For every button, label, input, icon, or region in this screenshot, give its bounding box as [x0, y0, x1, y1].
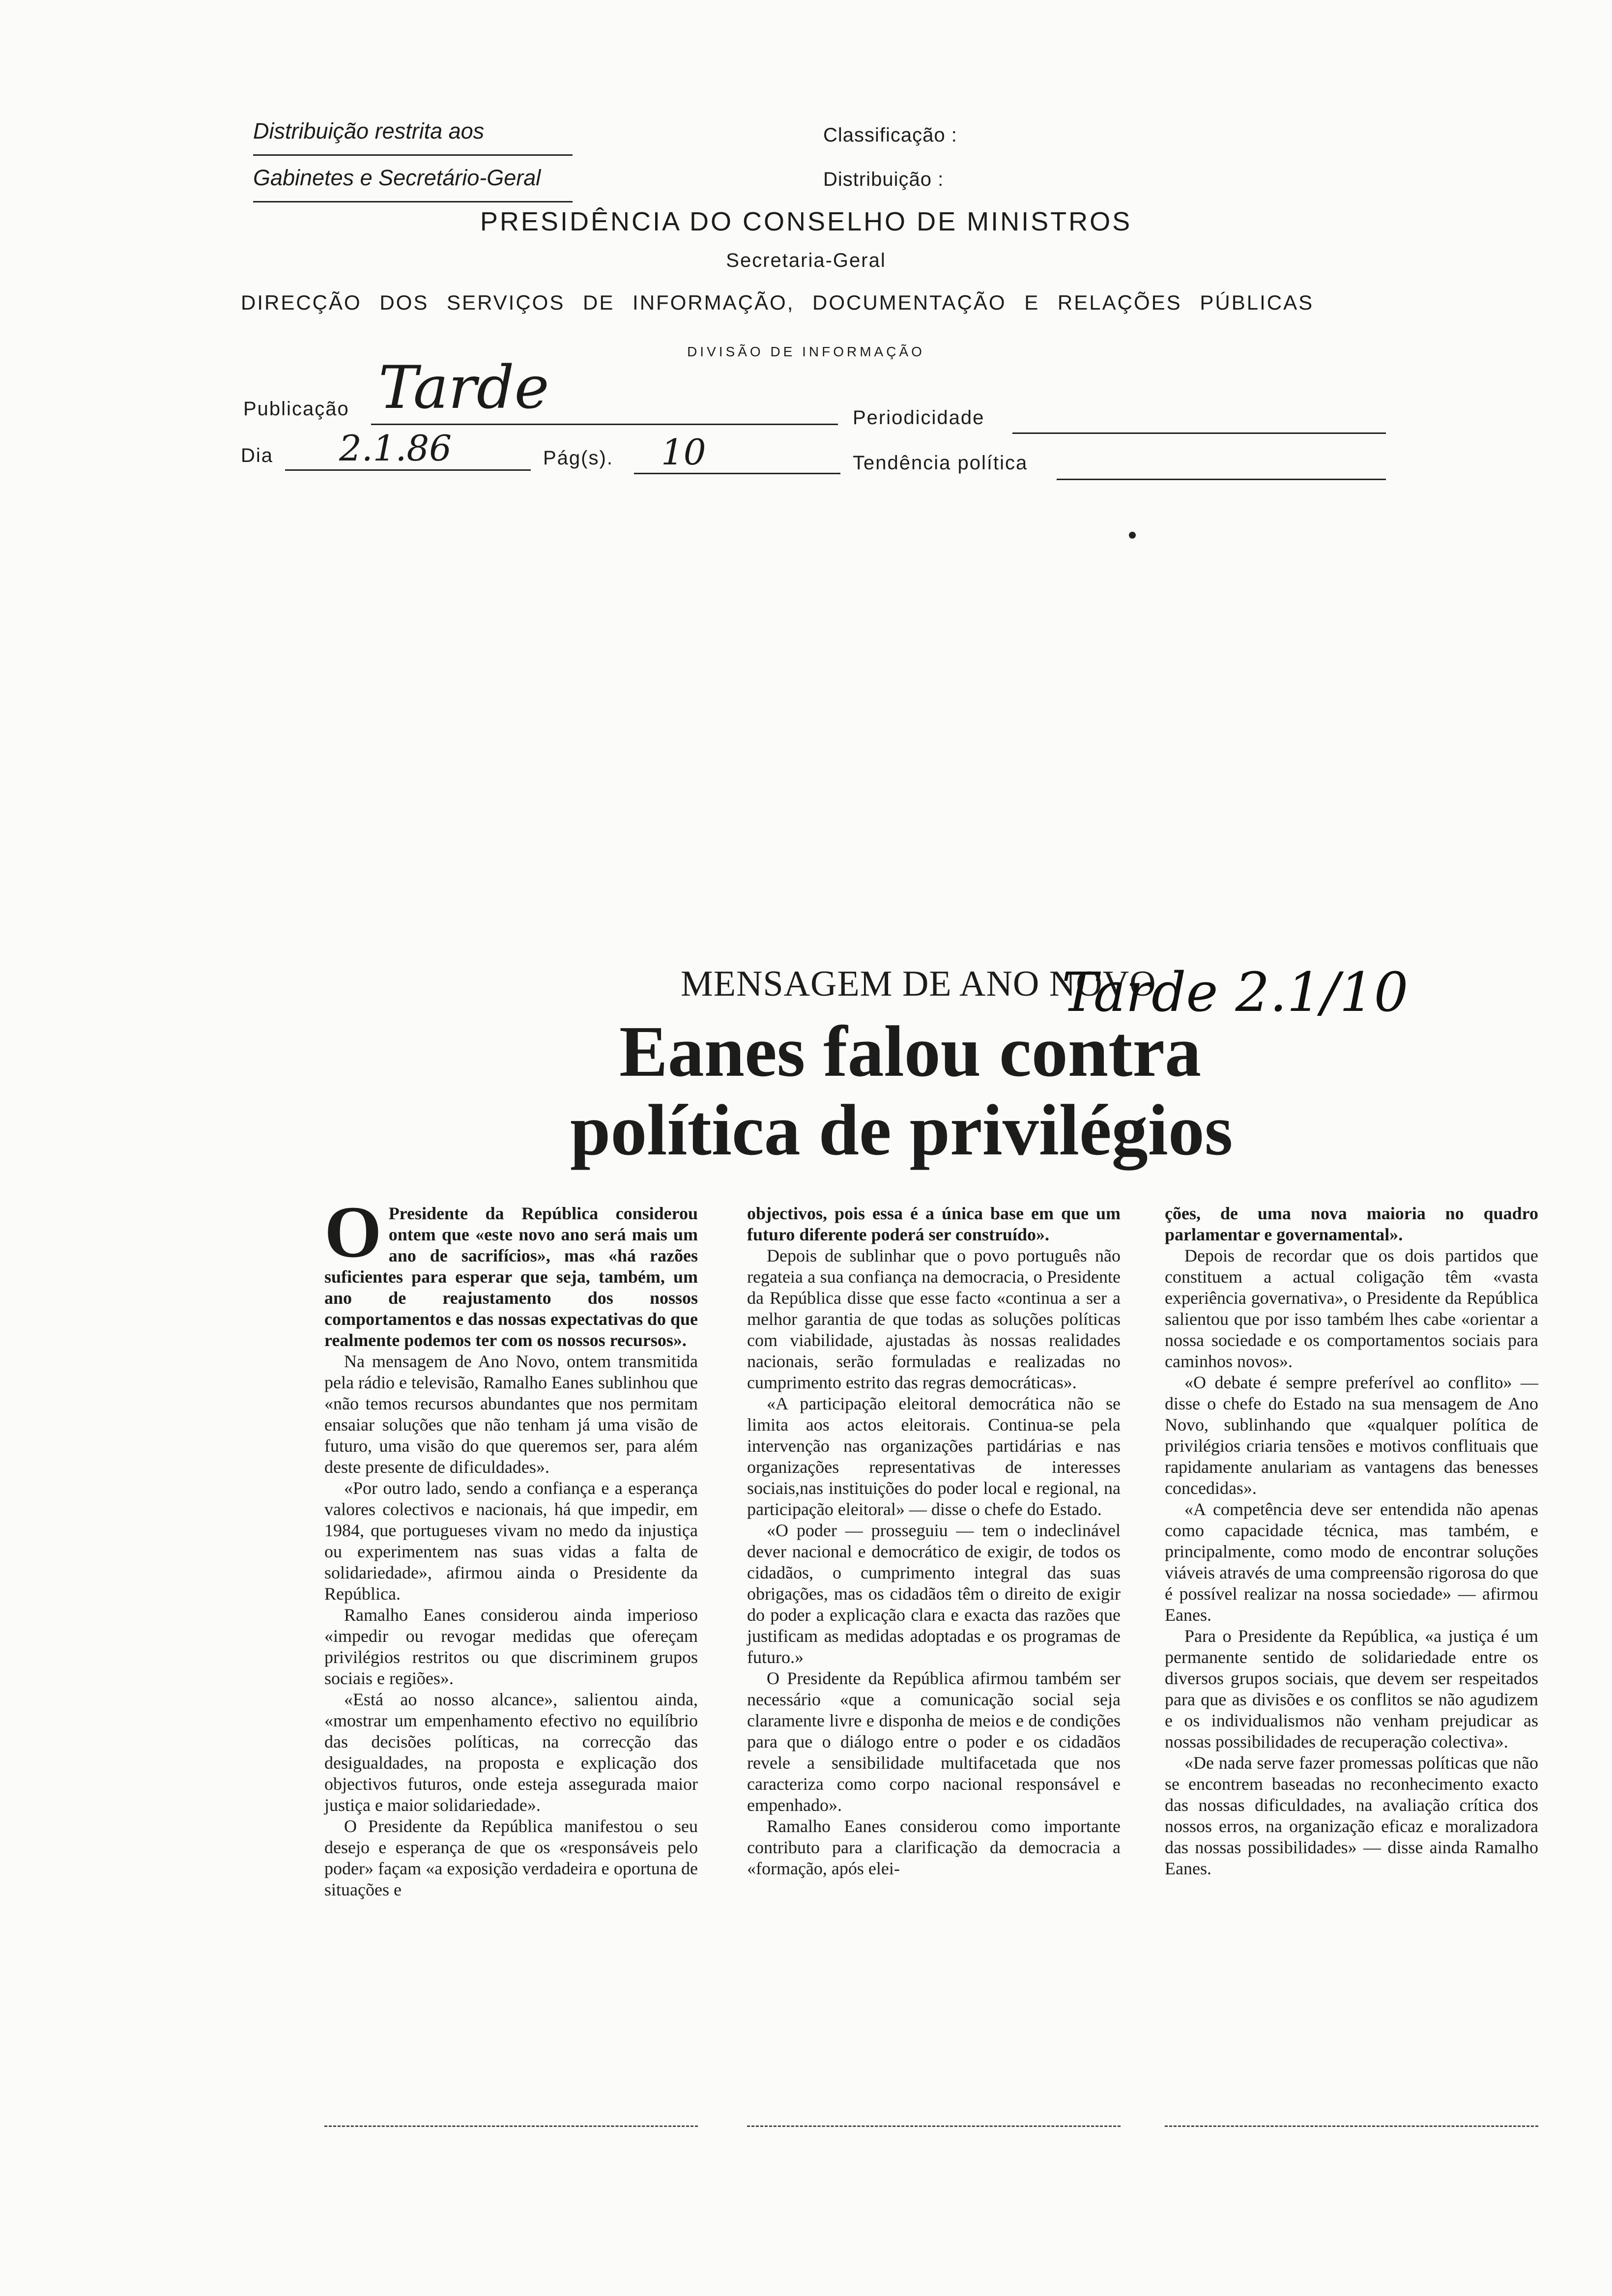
article-body [324, 1191, 1538, 2117]
tendencia-label: Tendência política [853, 452, 1028, 474]
periodicidade-underline [1012, 432, 1386, 434]
paragraph: «Está ao nosso alcance», salientou ainda, «mostrar um empenhamento efectivo no equilíbrio das decisões políticas, na correcção das desigualdades, na proposta e explicação dos objectivos futuros, onde esteja assegurada maior justiça e maior solidariedade». [324, 1690, 698, 1815]
paragraph: «A participação eleitoral democrática não se limita aos actos eleitorais. Continua-se pela intervenção nas organizações partidárias e nas organizações representativas de interesses sociais,nas instituições do poder local e regional, na participação eleitoral» — disse o chefe do Estado. [747, 1394, 1121, 1519]
paragraph: ções, de uma nova maioria no quadro parlamentar e governamental». [1165, 1204, 1538, 1244]
paragraph: «A competência deve ser entendida não apenas como capacidade técnica, mas também, e principalmente, como modo de encontrar soluções viáveis através de uma compreensão rigorosa do que é possível realizar na nossa sociedade» — afirmou Eanes. [1165, 1499, 1538, 1625]
pags-label: Pág(s). [543, 447, 613, 469]
paragraph: Ramalho Eanes considerou ainda imperioso «impedir ou revogar medidas que ofereçam privilégios restritos ou que discriminem grupos sociais e regiões». [324, 1605, 698, 1688]
tendencia-underline [1057, 479, 1386, 480]
publicacao-underline [371, 424, 838, 425]
article-column-2 [747, 1203, 1121, 1879]
periodicidade-label: Periodicidade [853, 407, 985, 429]
paragraph: O Presidente da República afirmou também ser necessário «que a comunicação social seja claramente livre e disponha de meios e de condições para que o diálogo entre o poder e os cidadãos revele a sensibilidade multifacetada que nos caracteriza como corpo nacional responsável e empenhado». [747, 1668, 1121, 1815]
pags-underline [634, 473, 840, 474]
institution-title: PRESIDÊNCIA DO CONSELHO DE MINISTROS [480, 207, 1132, 236]
column-end-rule-1 [324, 2125, 698, 2127]
publicacao-handwritten: Tarde [378, 354, 549, 422]
article-headline [570, 1012, 1356, 1170]
headline-line-1: Eanes falou contra [619, 1011, 1201, 1092]
paragraph: Depois de sublinhar que o povo português não regateia a sua confiança na democracia, o Presidente da República disse que esse facto «continua a ser a melhor garantia de que todas as soluções políticas com viabilidade, ajustadas às nossas realidades nacionais, serão formuladas e realizadas no cumprimento estrito das regras democráticas». [747, 1246, 1121, 1392]
paragraph: Depois de recordar que os dois partidos que constituem a actual coligação têm «vasta experiência governativa», o Presidente da República salientou que por isso também lhes cabe «orientar a nossa sociedade e os comportamentos sociais para caminhos novos». [1165, 1246, 1538, 1371]
divisao-line: DIVISÃO DE INFORMAÇÃO [687, 344, 925, 359]
paragraph: Na mensagem de Ano Novo, ontem transmitida pela rádio e televisão, Ramalho Eanes sublinhou que «não temos recursos abundantes que nos permitam ensaiar soluções que não tenham já uma visão de futuro, uma visão do que queremos ser, para além deste presente de dificuldades». [324, 1351, 698, 1477]
distribution-line-1: Distribuição restrita aos [253, 109, 573, 156]
publicacao-label: Publicação [243, 398, 349, 420]
paragraph: «De nada serve fazer promessas políticas que não se encontrem baseadas no reconhecimento exacto das nossas dificuldades, na avaliação crítica dos nossos erros, na organização eficaz e moralizadora das nossas possibilidades» — disse ainda Ramalho Eanes. [1165, 1753, 1538, 1878]
distribution-line-2: Gabinetes e Secretário-Geral [253, 156, 573, 202]
drop-cap: O [324, 1191, 382, 1273]
distribution-notice [253, 109, 573, 202]
classification-block [823, 113, 957, 201]
column-end-rule-3 [1165, 2125, 1538, 2127]
paragraph: objectivos, pois essa é a única base em que um futuro diferente poderá ser construído». [747, 1204, 1121, 1244]
direccao-line: DIRECÇÃO DOS SERVIÇOS DE INFORMAÇÃO, DOCUMENTAÇÃO E RELAÇÕES PÚBLICAS [241, 291, 1314, 314]
pags-handwritten: 10 [661, 431, 706, 473]
paragraph: «O poder — prosseguiu — tem o indeclinável dever nacional e democrático de exigir, de todos os cidadãos, o cumprimento integral das suas obrigações, mas os cidadãos têm o direito de exigir do poder a explicação clara e exacta das razões que justificam as medidas adoptadas e os programas de futuro.» [747, 1521, 1121, 1667]
dia-underline [285, 469, 531, 471]
headline-line-2: política de privilégios [570, 1090, 1233, 1171]
column-end-rule-2 [747, 2125, 1121, 2127]
paragraph: O Presidente da República manifestou o seu desejo e esperança de que os «responsáveis pelo poder» façam «a exposição verdadeira e oportuna de situações e [324, 1816, 698, 1899]
article-column-1 [324, 1191, 698, 1900]
article-kicker: MENSAGEM DE ANO NOVO [681, 964, 1156, 1004]
paragraph: «Por outro lado, sendo a confiança e a esperança valores colectivos e nacionais, há que impedir, em 1984, que portugueses vivam no medo da injustiça ou experimentem nas suas vidas a falta de solidariedade», afirmou ainda o Presidente da República. [324, 1478, 698, 1604]
classificacao-label: Classificação : [823, 124, 957, 146]
paragraph: Ramalho Eanes considerou como importante contributo para a clarificação da democracia a «formação, após elei- [747, 1816, 1121, 1878]
paragraph: «O debate é sempre preferível ao conflito» — disse o chefe do Estado na sua mensagem de Ano Novo, sublinhando que «qualquer política de privilégios criaria tensões e motivos conflituais que rapidamente anulariam as vantagens das benesses concedidas». [1165, 1373, 1538, 1498]
handwritten-stamp: Tarde 2.1/10 [1062, 961, 1409, 1024]
secretaria-geral: Secretaria-Geral [726, 250, 886, 271]
article-column-3 [1165, 1203, 1538, 1879]
distribuicao-label: Distribuição : [823, 169, 944, 190]
dia-label: Dia [241, 445, 274, 466]
dia-handwritten: 2.1.86 [339, 428, 452, 469]
speck-dot [1129, 532, 1136, 539]
paragraph: O Presidente da República considerou ontem que «este novo ano será mais um ano de sacrifícios», mas «há razões suficientes para esperar que seja, também, um ano de reajustamento dos nossos comportamentos e das nossas expectativas do que realmente podemos ter com os nossos recursos». [324, 1191, 698, 1350]
paragraph: Para o Presidente da República, «a justiça é um permanente sentido de solidariedade entre os diversos grupos sociais, que devem ser respeitados para que as divisões e os conflitos se não agudizem e os individualismos não venham prejudicar as nossas possibilidades de recuperação colectiva». [1165, 1626, 1538, 1751]
